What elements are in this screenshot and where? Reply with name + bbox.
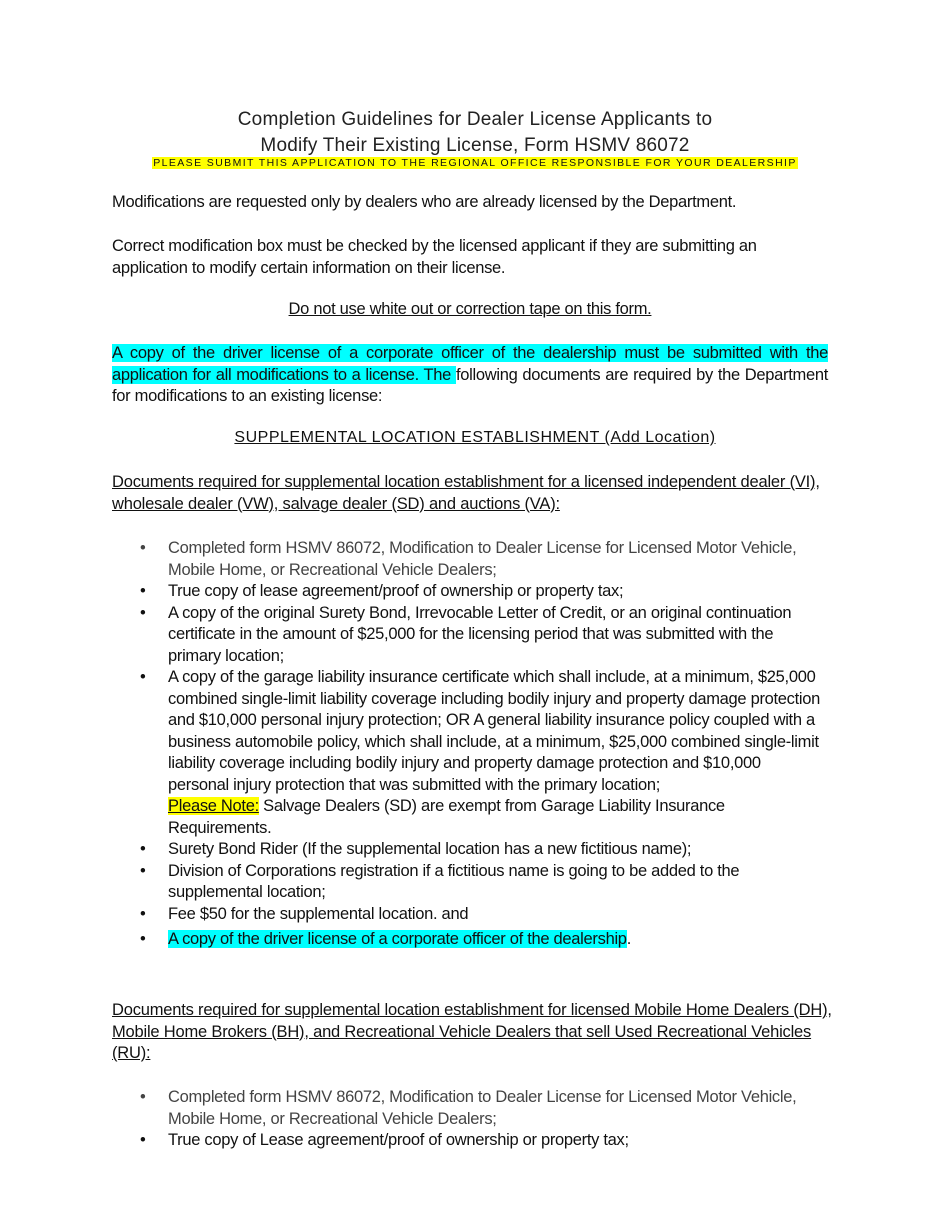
list-item: • Completed form HSMV 86072, Modification to Dealer License for Licensed Motor Vehicle, Mobile Home, or Recreational Vehicle Dealers; bbox=[112, 538, 824, 581]
list-item: • Fee $50 for the supplemental location. and bbox=[112, 904, 824, 926]
insurance-requirement-text: A copy of the garage liability insurance certificate which shall include, at a minimum, $25,000 combined single-limit liability coverage including bodily injury and property damage protection and $10,000 personal injury protection; OR A general liability insurance policy coupled with a business automobile policy, which shall include, at a minimum, $25,000 combined single-limit liability coverage including bodily injury and property damage protection and $10,000 personal injury protection that was submitted with the primary location; bbox=[168, 668, 821, 794]
intro-paragraph-2: Correct modification box must be checked by the licensed applicant if they are submitting an application to modify certain information on their license. bbox=[112, 237, 757, 277]
subheading-mobile-home-rv-dealers: Documents required for supplemental location establishment for licensed Mobile Home Dealers (DH), Mobile Home Brokers (BH), and Recreational Vehicle Dealers that sell Used Recreational Vehicles (RU): bbox=[112, 1001, 832, 1062]
intro-paragraph-1: Modifications are requested only by dealers who are already licensed by the Department. bbox=[112, 193, 737, 211]
list-item: • Surety Bond Rider (If the supplemental location has a new fictitious name); bbox=[112, 839, 824, 861]
subheading-independent-dealers: Documents required for supplemental location establishment for a licensed independent dealer (VI), wholesale dealer (VW), salvage dealer (SD) and auctions (VA): bbox=[112, 473, 820, 513]
list-item-tail: . bbox=[626, 930, 631, 948]
list-item bbox=[112, 667, 824, 839]
page-title-line-2: Modify Their Existing License, Form HSMV 86072 bbox=[260, 135, 690, 156]
list-item: • A copy of the original Surety Bond, Irrevocable Letter of Credit, or an original continuation certificate in the amount of $25,000 for the licensing period that was submitted with the primary location; bbox=[112, 603, 824, 668]
list-item: • Division of Corporations registration if a fictitious name is going to be added to the supplemental location; bbox=[112, 861, 824, 904]
please-note-label: Please Note: bbox=[168, 797, 259, 815]
section-heading: SUPPLEMENTAL LOCATION ESTABLISHMENT (Add Location) bbox=[234, 429, 716, 446]
page-title-line-1: Completion Guidelines for Dealer License Applicants to bbox=[237, 109, 713, 130]
intro-paragraph-4-rest: following documents are required by the Department for modifications to an existing license: bbox=[112, 365, 828, 405]
submission-banner bbox=[0, 157, 950, 169]
requirements-list-2 bbox=[112, 1087, 824, 1152]
list-item: • True copy of lease agreement/proof of ownership or property tax; bbox=[112, 581, 824, 603]
list-item bbox=[112, 929, 824, 951]
please-note-text: Salvage Dealers (SD) are exempt from Garage Liability Insurance Requirements. bbox=[168, 797, 725, 837]
list-item: • Completed form HSMV 86072, Modification to Dealer License for Licensed Motor Vehicle, Mobile Home, or Recreational Vehicle Dealers; bbox=[112, 1087, 824, 1130]
requirements-list-1 bbox=[112, 538, 824, 951]
no-whiteout-notice-text: Do not use white out or correction tape on this form. bbox=[288, 300, 652, 318]
intro-paragraph-4 bbox=[112, 343, 828, 408]
corporate-officer-license-highlight: A copy of the driver license of a corporate officer of the dealership bbox=[168, 930, 627, 948]
list-item: • True copy of Lease agreement/proof of ownership or property tax; bbox=[112, 1130, 824, 1152]
submission-banner-text: PLEASE SUBMIT THIS APPLICATION TO THE REGIONAL OFFICE RESPONSIBLE FOR YOUR DEALERSHIP bbox=[153, 157, 797, 169]
no-whiteout-notice bbox=[112, 299, 828, 321]
driver-license-requirement-highlight: A copy of the driver license of a corporate officer of the dealership must be submitted with the application for all modifications to a license. The bbox=[112, 344, 828, 384]
